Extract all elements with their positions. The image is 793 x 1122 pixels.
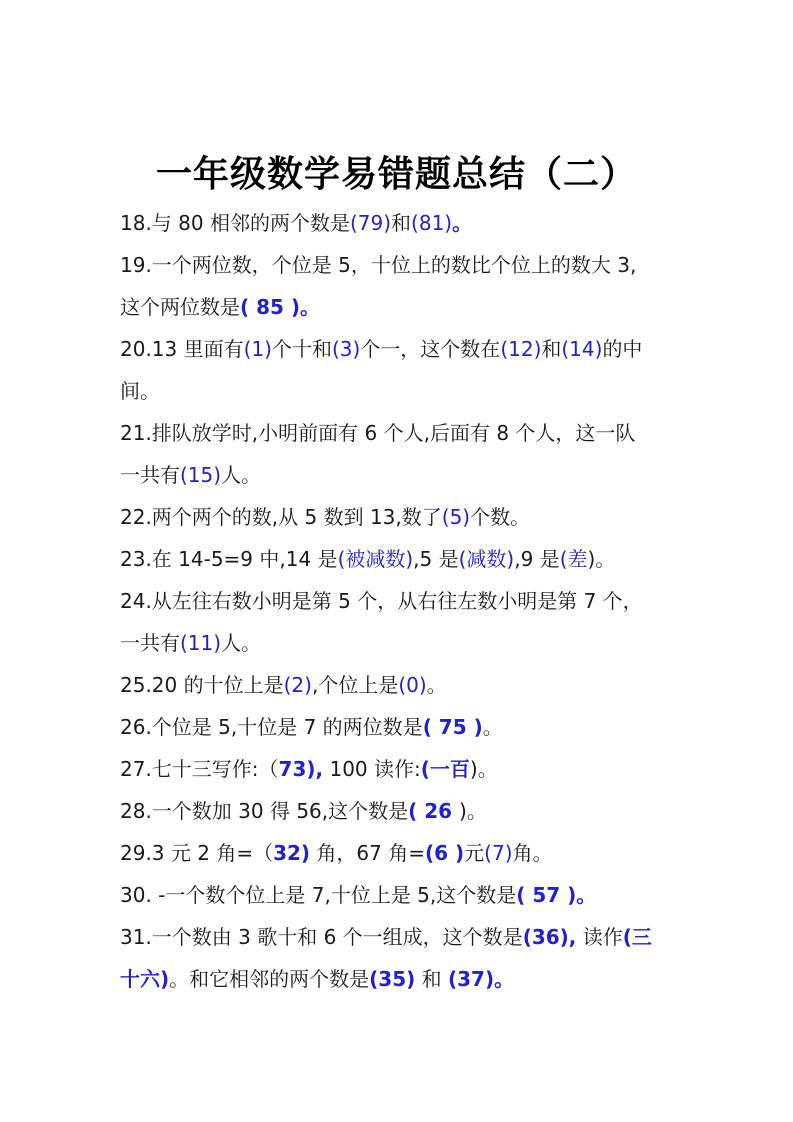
answer-text: 73), [278, 757, 324, 781]
question-text: )。 [459, 799, 487, 823]
question-line [120, 790, 680, 832]
question-text: 读作 [576, 925, 623, 949]
question-text: ,5 是 [413, 547, 459, 571]
question-line [120, 748, 680, 790]
question-line [120, 412, 680, 454]
question-line [120, 286, 680, 328]
question-line [120, 832, 680, 874]
question-text: 。 [426, 673, 447, 697]
question-text: 间。 [120, 379, 160, 403]
question-line [120, 874, 680, 916]
answer-text: (1) [243, 337, 272, 361]
answer-text: (79) [349, 211, 392, 235]
question-line [120, 328, 680, 370]
question-text: 19.一个两位数，个位是 5，十位上的数比个位上的数大 3, [120, 253, 637, 277]
answer-text: (15) [180, 463, 222, 487]
question-text: 和 [391, 211, 412, 235]
question-text: 一共有 [120, 463, 180, 487]
answer-text: (被减数) [337, 547, 414, 571]
question-text: 人。 [221, 631, 262, 655]
question-text: 和 [415, 967, 448, 991]
question-text: 26.个位是 5,十位是 7 的两位数是 [120, 715, 423, 739]
question-text: 31.一个数由 3 歌十和 6 个一组成，这个数是 [120, 925, 523, 949]
answer-text: (0) [398, 673, 427, 697]
question-text: 。和它相邻的两个数是 [169, 967, 370, 991]
answer-text: ( 85 )。 [240, 295, 321, 319]
answer-text: (7) [484, 841, 513, 865]
question-text: 22.两个两个的数,从 5 数到 13,数了 [120, 505, 442, 529]
answer-text: (36), [522, 925, 577, 949]
question-line [120, 454, 680, 496]
answer-text: (14) [561, 337, 603, 361]
question-list [120, 202, 680, 1000]
question-text: ,个位上是 [311, 673, 399, 697]
question-text: 。 [482, 715, 503, 739]
question-text: 角。 [512, 841, 553, 865]
answer-text: (81) [411, 211, 453, 235]
question-text: )。 [469, 757, 498, 781]
question-text: 28.一个数加 30 得 56,这个数是 [120, 799, 409, 823]
question-line [120, 916, 680, 958]
question-text: 25.20 的十位上是 [120, 673, 284, 697]
question-text: 和 [541, 337, 562, 361]
answer-text: (2) [283, 673, 312, 697]
answer-text: (一百 [420, 757, 470, 781]
answer-text: (差 [559, 547, 588, 571]
answer-text: 。 [452, 211, 473, 235]
answer-text: (减数) [458, 547, 515, 571]
answer-text: (6 ) [425, 841, 465, 865]
question-line [120, 538, 680, 580]
question-line [120, 958, 680, 1000]
question-text: 个数。 [470, 505, 531, 529]
question-text: 27.七十三写作:（ [120, 757, 279, 781]
question-text: 24.从左往右数小明是第 5 个，从右往左数小明是第 7 个， [120, 589, 643, 613]
answer-text: (37)。 [447, 967, 515, 991]
question-text: 30. -一个数个位上是 7,十位上是 5,这个数是 [120, 883, 517, 907]
answer-text: 十六) [120, 967, 170, 991]
question-line [120, 664, 680, 706]
question-text: 一共有 [120, 631, 180, 655]
page-title: 一年级数学易错题总结（二） [155, 154, 637, 195]
question-line [120, 580, 680, 622]
question-text: 角，67 角= [310, 841, 425, 865]
question-text: 个十和 [271, 337, 332, 361]
answer-text: (三 [622, 925, 652, 949]
question-line [120, 496, 680, 538]
question-line [120, 706, 680, 748]
question-text: 元 [464, 841, 485, 865]
question-text: 这个两位数是 [120, 295, 240, 319]
question-line [120, 622, 680, 664]
answer-text: (3) [331, 337, 361, 361]
question-text: ,9 是 [514, 547, 560, 571]
answer-text: (11) [180, 631, 222, 655]
answer-text: ( 75 ) [422, 715, 483, 739]
answer-text: (12) [500, 337, 542, 361]
question-text: 18.与 80 相邻的两个数是 [120, 211, 350, 235]
question-text: )。 [587, 547, 616, 571]
answer-text: 32) [273, 841, 311, 865]
answer-text: (35) [369, 967, 416, 991]
answer-text: (5) [441, 505, 471, 529]
answer-text: ( 26 [408, 799, 460, 823]
question-text: 的中 [602, 337, 643, 361]
question-text: 100 读作: [323, 757, 421, 781]
question-text: 21.排队放学时,小明前面有 6 个人,后面有 8 个人，这一队 [120, 421, 636, 445]
question-text: 20.13 里面有 [120, 337, 244, 361]
question-line [120, 244, 680, 286]
question-text: 人。 [221, 463, 262, 487]
question-text: 29.3 元 2 角=（ [120, 841, 274, 865]
question-line [120, 202, 680, 244]
answer-text: ( 57 )。 [516, 883, 597, 907]
question-line [120, 370, 680, 412]
question-text: 23.在 14-5=9 中,14 是 [120, 547, 338, 571]
question-text: 个一，这个数在 [360, 337, 501, 361]
